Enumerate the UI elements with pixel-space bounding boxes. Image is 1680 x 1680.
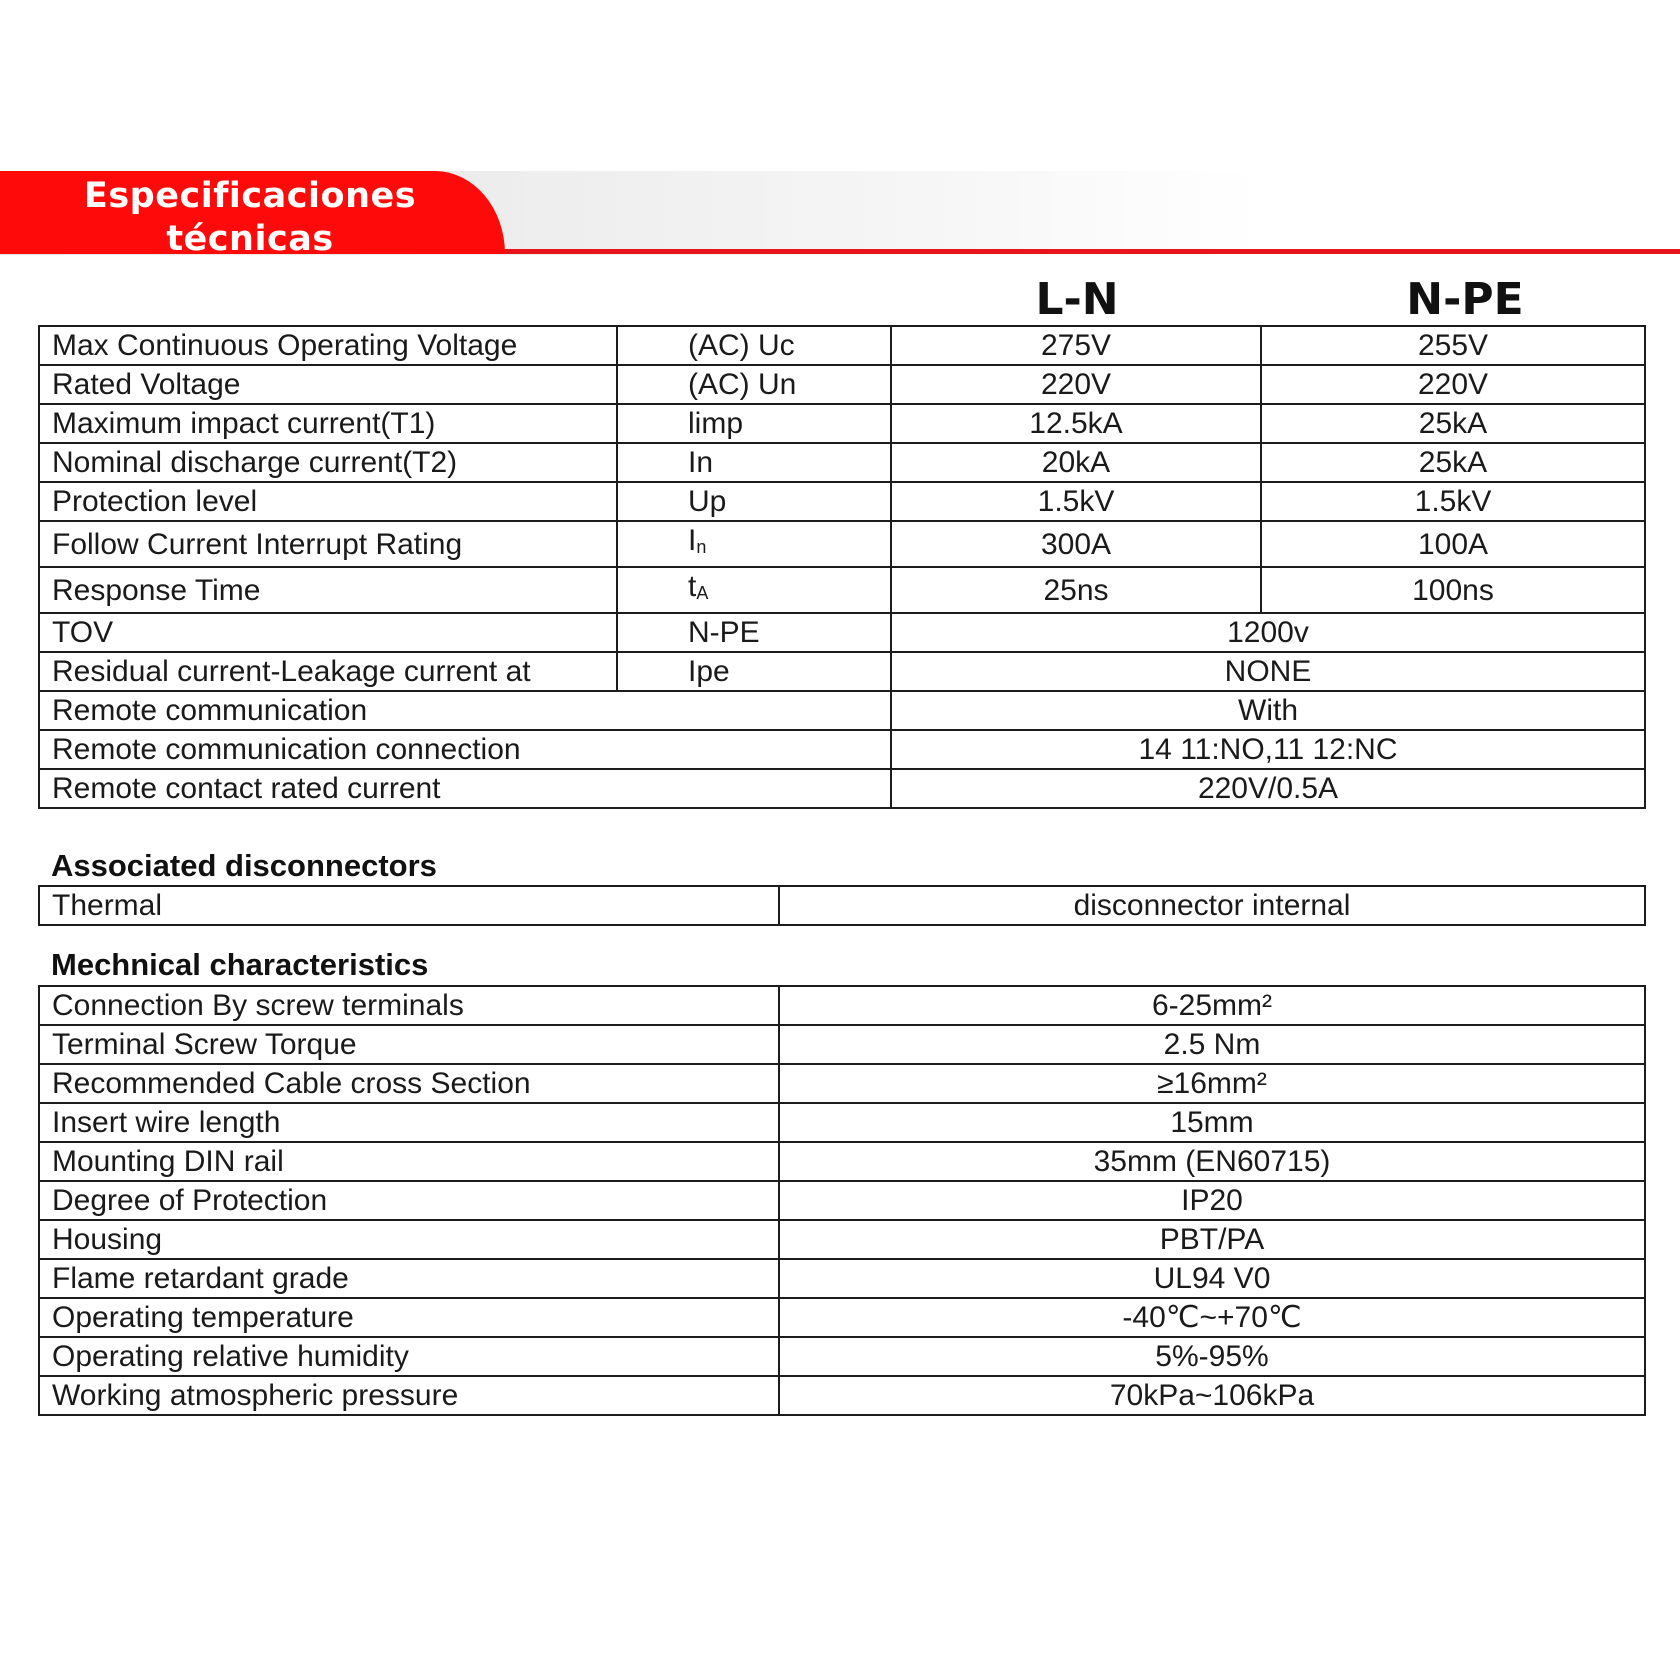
- spec-value: -40℃~+70℃: [779, 1298, 1645, 1337]
- table-row: [39, 1142, 1645, 1181]
- table-row: [39, 404, 1645, 443]
- spec-name: Operating temperature: [39, 1298, 779, 1337]
- table-row: [39, 652, 1645, 691]
- spec-symbol: (AC) Uc: [617, 326, 891, 365]
- spec-name: Insert wire length: [39, 1103, 779, 1142]
- spec-value: 35mm (EN60715): [779, 1142, 1645, 1181]
- value-ln: 1.5kV: [891, 482, 1261, 521]
- table-row: [39, 1337, 1645, 1376]
- spec-symbol: Up: [617, 482, 891, 521]
- symbol-subscript: A: [696, 583, 709, 603]
- value-merged: With: [891, 691, 1645, 730]
- value-npe: 25kA: [1261, 443, 1645, 482]
- spec-symbol: [617, 567, 891, 613]
- spec-symbol: N-PE: [617, 613, 891, 652]
- mechanical-table: [38, 985, 1646, 1416]
- spec-symbol: limp: [617, 404, 891, 443]
- spec-name: Terminal Screw Torque: [39, 1025, 779, 1064]
- spec-name: Protection level: [39, 482, 617, 521]
- spec-symbol: Ipe: [617, 652, 891, 691]
- spec-name: Remote contact rated current: [39, 769, 891, 808]
- spec-name: Connection By screw terminals: [39, 986, 779, 1025]
- table-row: [39, 326, 1645, 365]
- table-row: [39, 986, 1645, 1025]
- value-ln: 25ns: [891, 567, 1261, 613]
- spec-name: Response Time: [39, 567, 617, 613]
- table-row: [39, 443, 1645, 482]
- value-npe: 100ns: [1261, 567, 1645, 613]
- spec-name: Degree of Protection: [39, 1181, 779, 1220]
- spec-name: TOV: [39, 613, 617, 652]
- symbol-base: t: [688, 570, 697, 603]
- column-head-ln: L-N: [1035, 274, 1119, 325]
- value-npe: 25kA: [1261, 404, 1645, 443]
- spec-name: Operating relative humidity: [39, 1337, 779, 1376]
- value-ln: 275V: [891, 326, 1261, 365]
- spec-value: PBT/PA: [779, 1220, 1645, 1259]
- spec-name: Mounting DIN rail: [39, 1142, 779, 1181]
- table-row: [39, 1103, 1645, 1142]
- spec-name: Remote communication connection: [39, 730, 891, 769]
- table-row: [39, 769, 1645, 808]
- section-title-associated: Associated disconnectors: [51, 848, 437, 883]
- spec-name: Recommended Cable cross Section: [39, 1064, 779, 1103]
- table-row: [39, 1181, 1645, 1220]
- table-row: [39, 1298, 1645, 1337]
- value-merged: 220V/0.5A: [891, 769, 1645, 808]
- spec-value: 70kPa~106kPa: [779, 1376, 1645, 1415]
- value-ln: 220V: [891, 365, 1261, 404]
- spec-value: 5%-95%: [779, 1337, 1645, 1376]
- table-row: [39, 691, 1645, 730]
- main-spec-table: [38, 325, 1646, 809]
- spec-name: Working atmospheric pressure: [39, 1376, 779, 1415]
- spec-value: IP20: [779, 1181, 1645, 1220]
- spec-name: Rated Voltage: [39, 365, 617, 404]
- spec-name: Max Continuous Operating Voltage: [39, 326, 617, 365]
- table-row: [39, 1376, 1645, 1415]
- value-merged: 1200v: [891, 613, 1645, 652]
- value-npe: 255V: [1261, 326, 1645, 365]
- spec-value: 2.5 Nm: [779, 1025, 1645, 1064]
- spec-name: Housing: [39, 1220, 779, 1259]
- symbol-subscript: n: [696, 537, 707, 557]
- spec-name: Residual current-Leakage current at: [39, 652, 617, 691]
- table-row: [39, 730, 1645, 769]
- table-row: [39, 567, 1645, 613]
- value-npe: 100A: [1261, 521, 1645, 567]
- spec-value: UL94 V0: [779, 1259, 1645, 1298]
- spec-symbol: (AC) Un: [617, 365, 891, 404]
- spec-value: 6-25mm²: [779, 986, 1645, 1025]
- table-row: [39, 482, 1645, 521]
- spec-name: Maximum impact current(T1): [39, 404, 617, 443]
- table-row: [39, 1064, 1645, 1103]
- table-row: [39, 1259, 1645, 1298]
- associated-table: [38, 885, 1646, 926]
- table-row: [39, 613, 1645, 652]
- spec-value: ≥16mm²: [779, 1064, 1645, 1103]
- spec-name: Remote communication: [39, 691, 891, 730]
- value-merged: NONE: [891, 652, 1645, 691]
- table-row: [39, 365, 1645, 404]
- column-head-npe: N-PE: [1406, 274, 1524, 325]
- table-row: [39, 521, 1645, 567]
- table-row: [39, 886, 1645, 925]
- value-merged: 14 11:NO,11 12:NC: [891, 730, 1645, 769]
- page-title: Especificaciones técnicas: [83, 176, 417, 259]
- spec-value: disconnector internal: [779, 886, 1645, 925]
- value-npe: 220V: [1261, 365, 1645, 404]
- spec-name: Flame retardant grade: [39, 1259, 779, 1298]
- table-row: [39, 1220, 1645, 1259]
- table-row: [39, 1025, 1645, 1064]
- spec-name: Nominal discharge current(T2): [39, 443, 617, 482]
- value-ln: 12.5kA: [891, 404, 1261, 443]
- value-ln: 300A: [891, 521, 1261, 567]
- value-ln: 20kA: [891, 443, 1261, 482]
- symbol-base: I: [688, 524, 697, 557]
- value-npe: 1.5kV: [1261, 482, 1645, 521]
- spec-symbol: [617, 521, 891, 567]
- spec-value: 15mm: [779, 1103, 1645, 1142]
- spec-name: Thermal: [39, 886, 779, 925]
- section-title-mechanical: Mechnical characteristics: [51, 947, 429, 982]
- spec-name: Follow Current Interrupt Rating: [39, 521, 617, 567]
- spec-symbol: In: [617, 443, 891, 482]
